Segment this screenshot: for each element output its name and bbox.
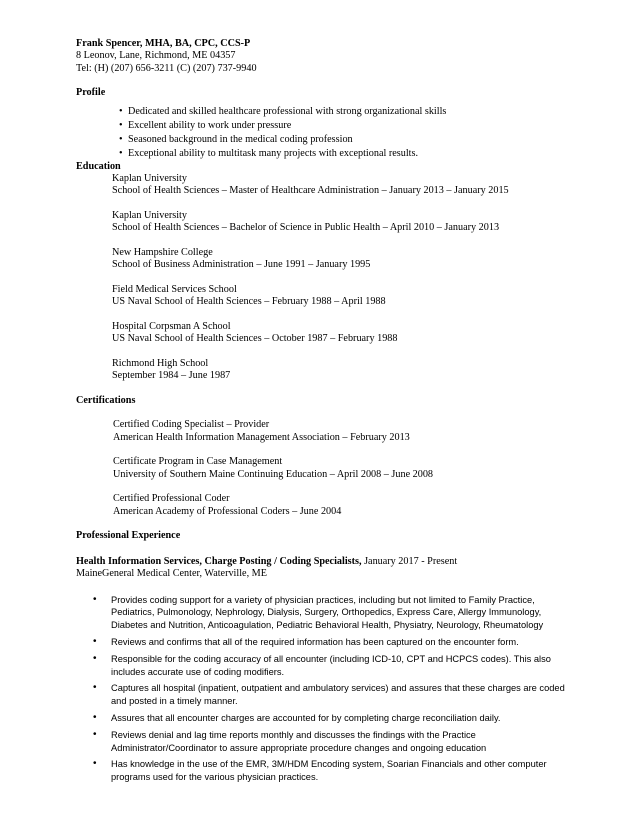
school-name: New Hampshire College (112, 247, 213, 259)
certification-entry (113, 456, 576, 481)
degree-details: September 1984 – June 1987 (112, 370, 231, 382)
employer: MaineGeneral Medical Center, Waterville, ME (76, 568, 267, 580)
education-heading: Education (76, 160, 121, 172)
profile-item: • Dedicated and skilled healthcare professional with strong organizational skills (119, 106, 576, 118)
education-entry (112, 321, 576, 346)
school-name: Kaplan University (112, 173, 187, 185)
certification-issuer: American Academy of Professional Coders – June 2004 (113, 505, 342, 517)
profile-item: • Exceptional ability to multitask many projects with exceptional results. (119, 148, 576, 160)
education-entry (112, 247, 576, 272)
candidate-name: Frank Spencer, MHA, BA, CPC, CCS-P (76, 38, 251, 49)
degree-details: US Naval School of Health Sciences – February 1988 – April 1988 (112, 296, 386, 308)
school-name: Kaplan University (112, 210, 187, 222)
certifications-list (76, 419, 576, 518)
certification-entry (113, 493, 576, 518)
resume-page (76, 38, 576, 788)
job-title-line (76, 556, 576, 568)
degree-details: School of Health Sciences – Master of Healthcare Administration – January 2013 – January 2015 (112, 185, 509, 197)
degree-details: US Naval School of Health Sciences – October 1987 – February 1988 (112, 333, 398, 345)
certification-issuer: University of Southern Maine Continuing Education – April 2008 – June 2008 (113, 468, 434, 480)
experience-bullet: • Reviews denial and lag time reports monthly and discusses the findings with the Practice Administrator/Coordinator to assure appropriate procedure changes and ongoing education (97, 729, 576, 755)
education-entry (112, 358, 576, 383)
experience-bullet: • Has knowledge in the use of the EMR, 3M/HDM Encoding system, Soarian Financials and other computer programs used for the various physician practices. (97, 758, 576, 784)
profile-heading: Profile (76, 87, 106, 99)
profile-item: • Excellent ability to work under pressure (119, 120, 576, 132)
school-name: Hospital Corpsman A School (112, 321, 231, 333)
profile-item: • Seasoned background in the medical coding profession (119, 134, 576, 146)
certification-entry (113, 419, 576, 444)
experience-bullet: • Reviews and confirms that all of the required information has been captured on the encounter form. (97, 636, 576, 649)
certification-name: Certificate Program in Case Management (113, 456, 283, 468)
degree-details: School of Business Administration – June 1991 – January 1995 (112, 259, 371, 271)
education-list (76, 173, 576, 383)
education-entry (112, 210, 576, 235)
education-entry (112, 173, 576, 198)
experience-bullet: • Provides coding support for a variety of physician practices, including but not limited to Family Practice, Pediatrics, Pulmonology, Nephrology, Dialysis, Surgery, Orthopedics, Express Care, Allergy Immunology, Diabetes and Nutrition, Anticoagulation, Pediatric Behavioral Health, Physiatry, Neurology, Rheumatology (97, 594, 576, 632)
job-title: Health Information Services, Charge Posting / Coding Specialists, (76, 555, 362, 567)
job-dates: January 2017 - Present (361, 555, 458, 567)
degree-details: School of Health Sciences – Bachelor of Science in Public Health – April 2010 – January 2013 (112, 222, 500, 234)
certification-name: Certified Coding Specialist – Provider (113, 419, 270, 431)
education-entry (112, 284, 576, 309)
experience-bullet: • Captures all hospital (inpatient, outpatient and ambulatory services) and assures that these charges are coded and posted in a timely manner. (97, 682, 576, 708)
address: 8 Leonov, Lane, Richmond, ME 04357 (76, 50, 236, 62)
experience-bullets (76, 594, 576, 784)
profile-list (76, 106, 576, 160)
experience-bullet: • Assures that all encounter charges are accounted for by completing charge reconciliation daily. (97, 712, 576, 725)
phone-numbers: Tel: (H) (207) 656-3211 (C) (207) 737-9940 (76, 62, 257, 74)
certifications-heading: Certifications (76, 395, 136, 407)
experience-heading: Professional Experience (76, 530, 181, 542)
experience-bullet: • Responsible for the coding accuracy of all encounter (including ICD-10, CPT and HCPCS codes). This also includes accurate use of coding modifiers. (97, 653, 576, 679)
school-name: Richmond High School (112, 358, 209, 370)
certification-issuer: American Health Information Management Association – February 2013 (113, 431, 410, 443)
certification-name: Certified Professional Coder (113, 493, 230, 505)
school-name: Field Medical Services School (112, 284, 237, 296)
